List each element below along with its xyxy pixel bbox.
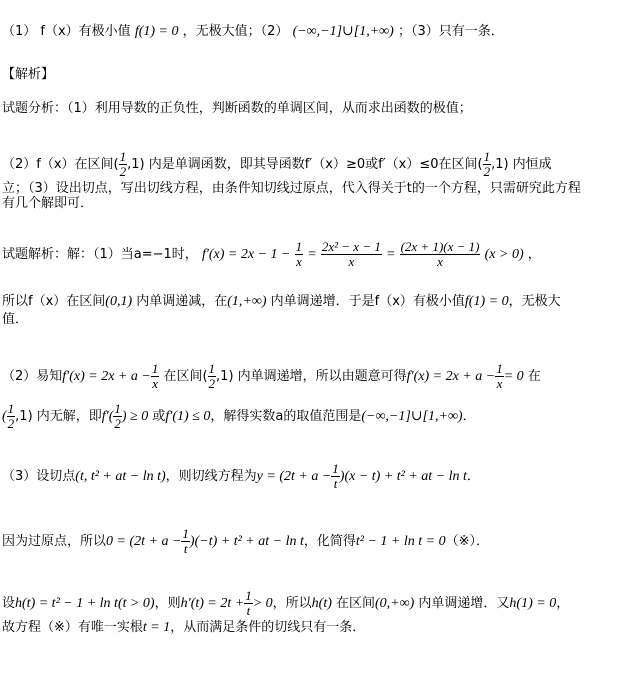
- math: f(1) = 0: [134, 24, 179, 39]
- solution-line: [2, 402, 476, 431]
- fraction: $\frac{1}{x}$: [496, 361, 503, 391]
- text: ，解得实数a的取值范围是: [210, 409, 362, 424]
- math: h′(t) = 2t +: [180, 596, 245, 611]
- fraction: $\frac{1}{2}$: [208, 361, 216, 391]
- fraction: $\frac{(2x + 1)(x - 1)}{x}$: [400, 239, 480, 269]
- text: 故方程（※）有唯一实根: [2, 620, 143, 635]
- text: ．: [466, 469, 480, 484]
- math: t² − 1 + ln t = 0: [355, 534, 446, 549]
- text: 所以f（x）在区间: [2, 294, 106, 309]
- text: 值．: [2, 312, 29, 327]
- math: (0,+∞): [375, 596, 415, 611]
- solution-line: [2, 462, 480, 491]
- math: (x > 0): [484, 247, 524, 262]
- math: f′(x) = 2x − 1 −: [201, 247, 291, 262]
- text: ．: [462, 409, 476, 424]
- text: 内单调递减，在: [132, 294, 228, 309]
- math: (−∞,−1]∪[1,+∞): [361, 409, 463, 424]
- text: ,1) 内是单调函数，即其导函数f′（x）≥0或f′（x）≤0在区间(: [127, 157, 483, 172]
- heading-text: 【解析】: [2, 67, 55, 82]
- text: ，从而满足条件的切线只有一条．: [170, 620, 366, 635]
- text: ；（3）只有一条．: [397, 24, 504, 39]
- math: 0 = (2t + a −: [106, 534, 182, 549]
- math: = 0: [503, 369, 524, 384]
- solution-line: [2, 527, 489, 556]
- math: (: [2, 409, 7, 424]
- text: ，: [527, 247, 541, 262]
- text: 有几个解即可．: [2, 196, 94, 211]
- text: 试题解析：解：（1）当a=−1时，: [2, 247, 198, 262]
- text: 在区间: [331, 596, 376, 611]
- text: ,1) 内无解，即: [15, 409, 102, 424]
- solution-line: [2, 589, 569, 618]
- fraction: $\frac{1}{t}$: [182, 526, 189, 556]
- math: y = (2t + a −: [256, 469, 332, 484]
- math: (1,+∞): [227, 294, 267, 309]
- text: 立；（3）设出切点，写出切线方程，由条件知切线过原点，代入得关于t的一个方程，只需研究此方程: [2, 181, 581, 196]
- text: ，则: [154, 596, 181, 611]
- math: h(1) = 0: [509, 596, 557, 611]
- math: f(1) = 0: [464, 294, 509, 309]
- math: )(−t) + t² + at − ln t: [189, 534, 304, 549]
- text: ，所以: [272, 596, 312, 611]
- fraction: $\frac{1}{2}$: [483, 149, 491, 179]
- text: ，化简得: [303, 534, 356, 549]
- text: 在区间(: [159, 369, 208, 384]
- text: 或: [148, 409, 166, 424]
- text: （1） f（x）有极小值: [2, 24, 131, 39]
- solution-line: [2, 312, 28, 328]
- text: 在: [523, 369, 541, 384]
- text: （2）易知: [2, 369, 63, 384]
- text: （2）f（x）在区间(: [2, 157, 119, 172]
- text: ，无极大值；（2）: [182, 24, 289, 39]
- math: f′(x) = 2x + a −: [406, 369, 496, 384]
- solution-line: [2, 240, 541, 269]
- math: (0,1): [105, 294, 133, 309]
- text: ,1) 内恒成: [491, 157, 552, 172]
- math: f′(1) ≤ 0: [165, 409, 211, 424]
- fraction: $\frac{1}{t}$: [332, 461, 339, 491]
- math: f′(: [101, 409, 114, 424]
- text: （※）．: [445, 534, 489, 549]
- text: 内单调递增．又: [414, 596, 510, 611]
- text: ,1) 内单调递增，所以由题意可得: [216, 369, 407, 384]
- math: h(t) = t² − 1 + ln t(t > 0): [15, 596, 155, 611]
- answer-line: [2, 24, 504, 40]
- math: f′(x) = 2x + a −: [62, 369, 151, 384]
- math: )(x − t) + t² + at − ln t: [339, 469, 467, 484]
- text: ，: [556, 596, 570, 611]
- section-heading: [2, 67, 54, 83]
- math: =: [307, 247, 317, 262]
- analysis-line: [2, 181, 581, 197]
- text: 内单调递增．于是f（x）有极小值: [266, 294, 465, 309]
- fraction: $\frac{\text{2x² − x − 1}}{x}$: [321, 239, 381, 269]
- text: （3）设切点: [2, 469, 76, 484]
- math: (t, t² + at − ln t): [75, 469, 166, 484]
- fraction: $\frac{1}{2}$: [114, 401, 121, 431]
- text: ，无极大: [508, 294, 561, 309]
- math: h(t): [311, 596, 332, 611]
- math: > 0: [252, 596, 273, 611]
- fraction: $\frac{1}{2}$: [7, 401, 15, 431]
- fraction: $\frac{1}{x}$: [151, 361, 159, 391]
- analysis-line: [2, 150, 552, 179]
- solution-line: [2, 620, 365, 636]
- math: (−∞,−1]∪[1,+∞): [292, 24, 394, 39]
- text: 试题分析：（1）利用导数的正负性，判断函数的单调区间，从而求出函数的极值；: [2, 101, 472, 116]
- fraction: $\frac{1}{x}$: [295, 239, 303, 269]
- text: ，则切线方程为: [165, 469, 257, 484]
- fraction: $\frac{1}{t}$: [245, 588, 252, 618]
- math: ) ≥ 0: [121, 409, 149, 424]
- text: 因为过原点，所以: [2, 534, 107, 549]
- math: t = 1: [142, 620, 171, 635]
- analysis-line: [2, 101, 472, 117]
- text: 设: [2, 596, 16, 611]
- solution-line: [2, 362, 541, 391]
- fraction: $\frac{1}{2}$: [119, 149, 127, 179]
- solution-line: [2, 294, 561, 310]
- analysis-line: [2, 196, 93, 212]
- math: =: [385, 247, 396, 262]
